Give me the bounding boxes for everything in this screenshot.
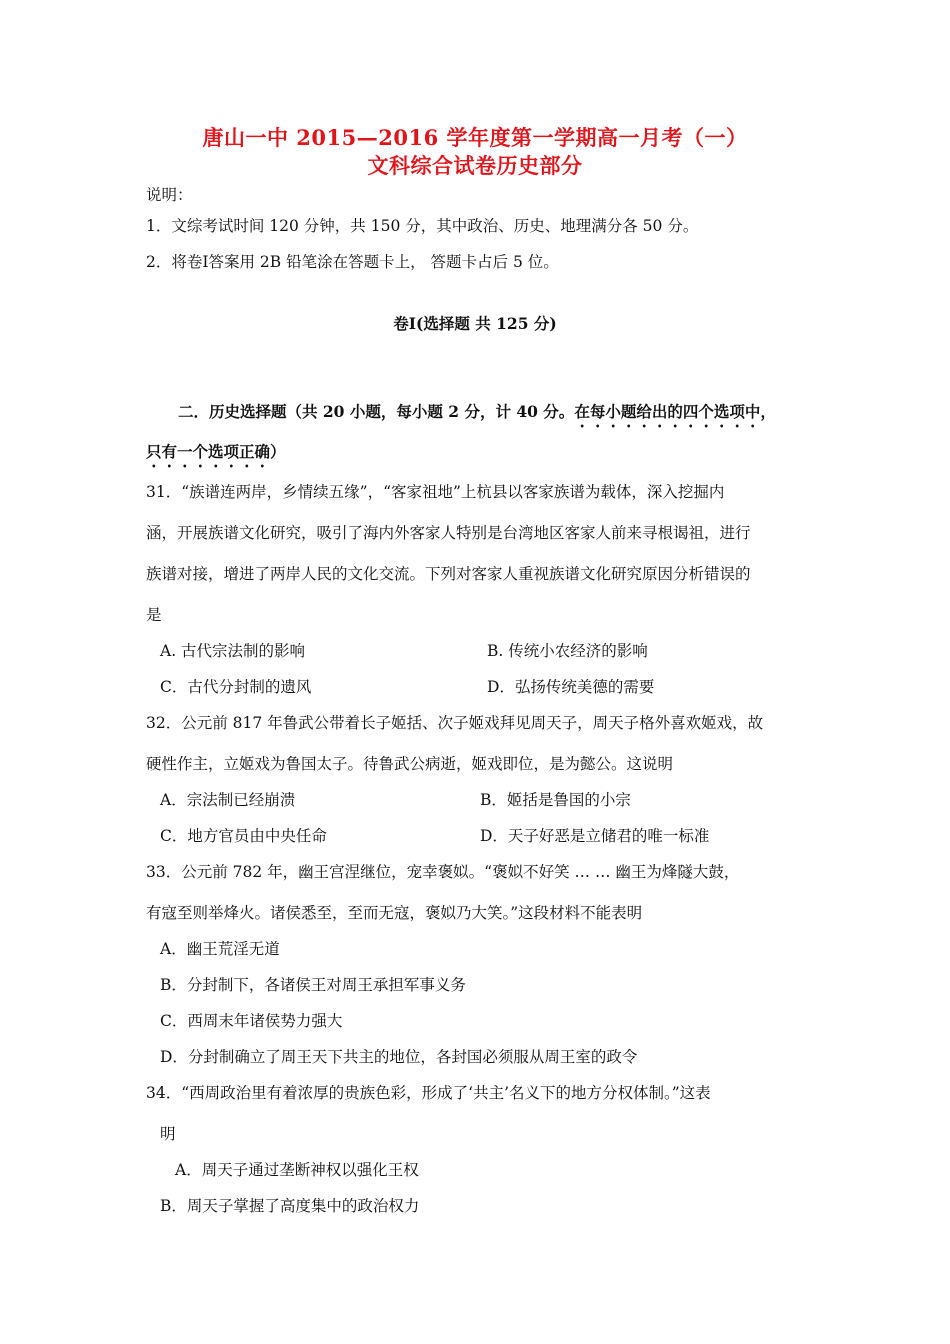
question-32-line-1: 32．公元前 817 年鲁武公带着长子姬括、次子姬戏拜见周天子，周天子格外喜欢姬戏，故 (146, 714, 764, 732)
section-title: 卷Ⅰ(选择题 共 125 分) (393, 314, 557, 333)
question-31-line-1: 31．“族谱连两岸，乡情续五缘”，“客家祖地”上杭县以客家族谱为载体，深入挖掘内 (146, 483, 725, 501)
exam-title: 唐山一中 2015—2016 学年度第一学期高一月考（一） (202, 125, 748, 150)
question-33-option-c: C．西周末年诸侯势力强大 (160, 1012, 343, 1030)
note-item-1: 1．文综考试时间 120 分钟，共 150 分，其中政治、历史、地理满分各 50 分。 (146, 217, 699, 235)
question-34-option-b: B．周天子掌握了高度集中的政治权力 (160, 1197, 420, 1215)
question-31-option-d: D．弘扬传统美德的需要 (487, 678, 655, 696)
question-31-option-a: A. 古代宗法制的影响 (160, 642, 306, 660)
question-33-option-a: A．幽王荒淫无道 (160, 940, 280, 958)
question-33-option-d: D．分封制确立了周王天下共主的地位，各封国必须服从周王室的政令 (160, 1048, 638, 1066)
section-instructions-line2 (146, 440, 286, 471)
question-32-option-a: A．宗法制已经崩溃 (160, 791, 296, 809)
note-item-2: 2．将卷Ⅰ答案用 2B 铅笔涂在答题卡上， 答题卡占后 5 位。 (146, 253, 559, 271)
instructions-close: ） (270, 442, 286, 461)
question-34-line-2: 明 (160, 1125, 176, 1143)
question-31-line-2: 涵，开展族谱文化研究，吸引了海内外客家人特别是台湾地区客家人前来寻根谒祖，进行 (146, 524, 751, 542)
question-31-option-c: C．古代分封制的遗风 (160, 678, 312, 696)
question-33-option-b: B．分封制下，各诸侯王对周王承担军事义务 (160, 976, 466, 994)
question-32-option-c: C．地方官员由中央任命 (160, 827, 327, 845)
question-31-line-3: 族谱对接，增进了两岸人民的文化交流。下列对客家人重视族谱文化研究原因分析错误的 (146, 565, 751, 583)
instructions-emphasis-2: 只有一个选项正确 (146, 442, 271, 461)
instructions-text: 二．历史选择题（共 20 小题，每小题 2 分，计 40 分。 (178, 402, 575, 421)
notes-heading: 说明： (146, 186, 193, 204)
question-33-line-2: 有寇至则举烽火。诸侯悉至，至而无寇，褒姒乃大笑。”这段材料不能表明 (146, 904, 643, 922)
question-33-line-1: 33．公元前 782 年，幽王宫涅继位，宠幸褒姒。“褒姒不好笑 … … 幽王为烽隧大鼓， (146, 863, 740, 881)
question-31-option-b: B. 传统小农经济的影响 (487, 642, 648, 660)
section-instructions-line1 (178, 400, 776, 431)
question-31-line-4: 是 (146, 606, 162, 624)
instructions-emphasis-1: 在每小题给出的四个选项中， (574, 402, 776, 421)
question-32-line-2: 硬性作主，立姬戏为鲁国太子。待鲁武公病逝，姬戏即位，是为懿公。这说明 (146, 755, 674, 773)
question-34-option-a: A．周天子通过垄断神权以强化王权 (175, 1161, 419, 1179)
question-32-option-b: B．姬括是鲁国的小宗 (480, 791, 631, 809)
exam-subtitle: 文科综合试卷历史部分 (367, 153, 583, 178)
question-34-line-1: 34．“西周政治里有着浓厚的贵族色彩，形成了‘共主’名义下的地方分权体制。”这表 (146, 1084, 711, 1102)
question-32-option-d: D．天子好恶是立储君的唯一标准 (480, 827, 710, 845)
